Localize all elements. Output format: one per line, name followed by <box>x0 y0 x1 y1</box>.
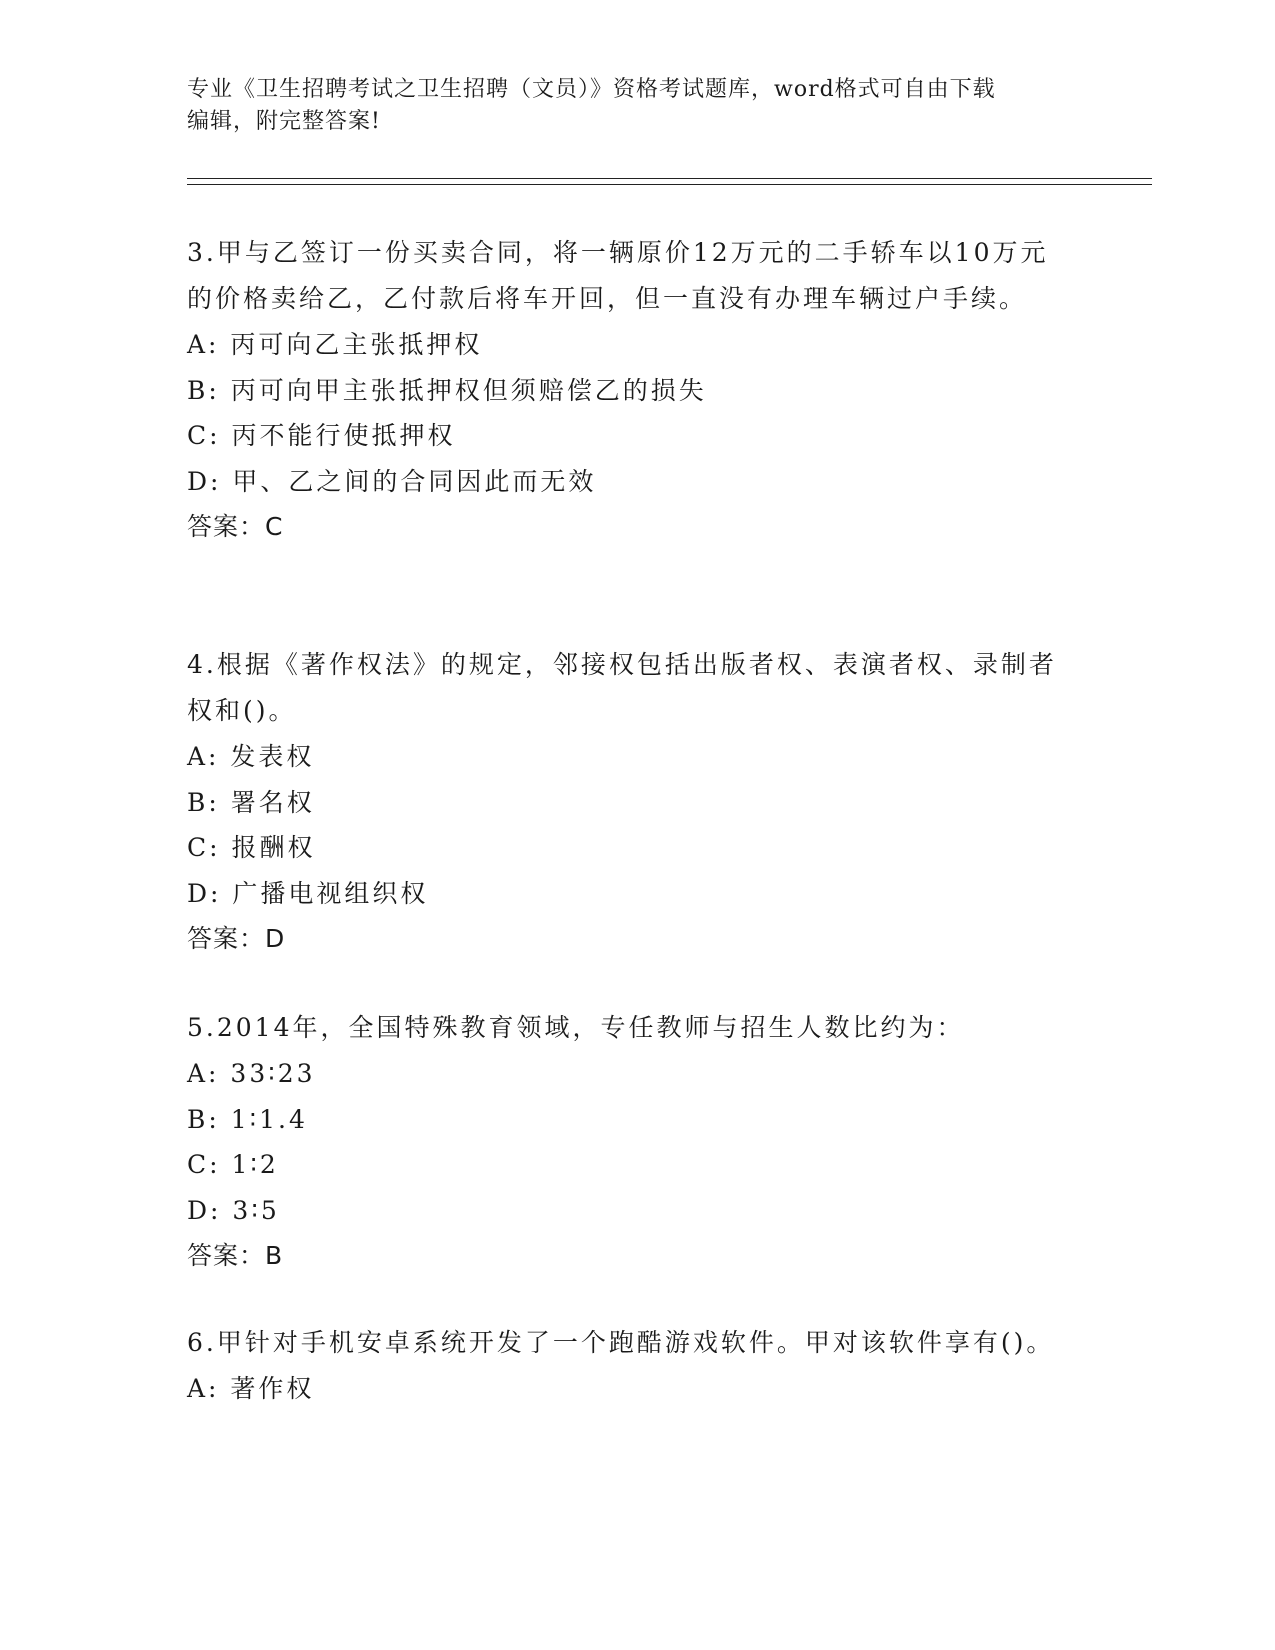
option-b: B: 丙可向甲主张抵押权但须赔偿乙的损失 <box>187 375 707 405</box>
option-c: C: 丙不能行使抵押权 <box>187 421 456 450</box>
option-b: B: 1∶1.4 <box>187 1104 308 1134</box>
header-divider-bottom <box>187 184 1152 185</box>
option-c: C: 报酬权 <box>187 833 316 862</box>
answer-label: 答案：D <box>187 924 286 953</box>
option-a: A: 发表权 <box>187 742 315 771</box>
question-5 <box>187 1005 1067 1279</box>
question-3 <box>187 230 1067 550</box>
question-6 <box>187 1320 1067 1412</box>
document-header-title: 专业《卫生招聘考试之卫生招聘（文员）》资格考试题库，word格式可自由下载 编辑，附完整答案! <box>187 77 996 134</box>
option-a: A: 著作权 <box>187 1374 315 1403</box>
option-d: D: 广播电视组织权 <box>187 878 429 908</box>
option-a: A: 丙可向乙主张抵押权 <box>187 330 483 359</box>
question-stem: 6.甲针对手机安卓系统开发了一个跑酷游戏软件。甲对该软件享有()。 <box>187 1328 1055 1357</box>
question-stem: 3.甲与乙签订一份买卖合同，将一辆原价12万元的二手轿车以10万元的价格卖给乙，乙付款后将车开回，但一直没有办理车辆过户手续。 <box>187 238 1049 313</box>
question-stem: 4.根据《著作权法》的规定，邻接权包括出版者权、表演者权、录制者权和()。 <box>187 650 1057 725</box>
header-divider-top <box>187 178 1152 179</box>
question-stem: 5.2014年，全国特殊教育领域，专任教师与招生人数比约为： <box>187 1013 965 1042</box>
option-d: D: 3∶5 <box>187 1195 280 1225</box>
option-a: A: 33∶23 <box>187 1059 316 1088</box>
question-4 <box>187 642 1067 962</box>
answer-label: 答案：B <box>187 1241 284 1270</box>
option-d: D: 甲、乙之间的合同因此而无效 <box>187 466 597 496</box>
answer-label: 答案：C <box>187 512 284 541</box>
option-b: B: 署名权 <box>187 787 315 817</box>
option-c: C: 1∶2 <box>187 1150 279 1179</box>
